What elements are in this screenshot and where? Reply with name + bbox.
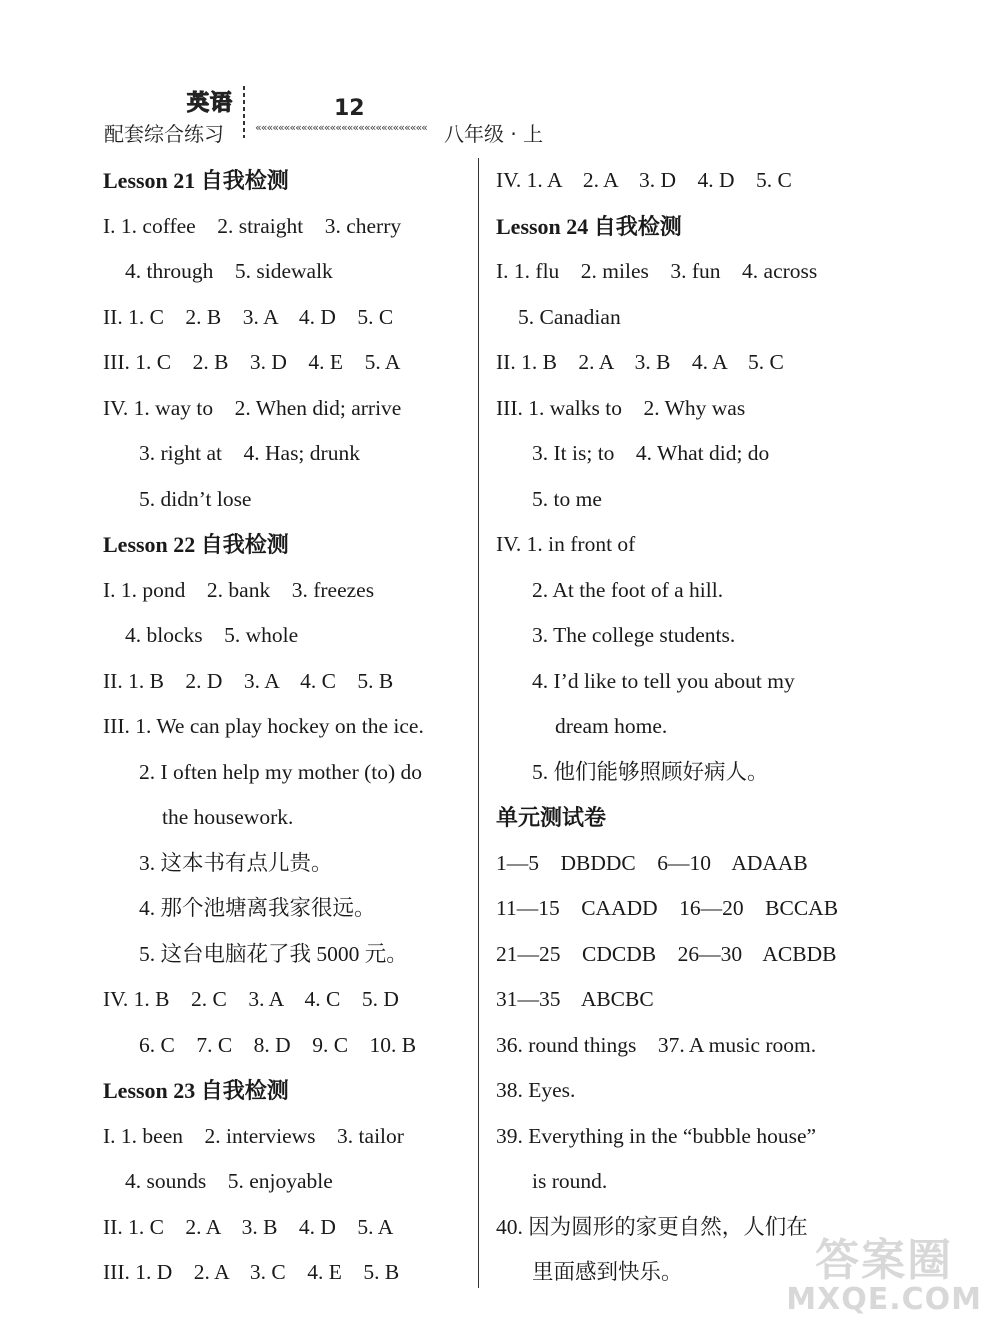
answer-line: 5. didn’t lose	[139, 486, 252, 511]
answer-line: 11—15 CAADD 16—20 BCCAB	[496, 896, 839, 920]
grade-label: 八年级 · 上	[444, 122, 544, 146]
answer-line: II. 1. C 2. B 3. A 4. D 5. C	[103, 304, 394, 329]
watermark-logo	[786, 1224, 982, 1317]
decorative-arrows: ««««««««««««««««««««««««««««««	[255, 121, 427, 134]
answer-line: dream home.	[555, 714, 668, 738]
answer-line: III. 1. We can play hockey on the ice.	[103, 714, 424, 738]
answer-line: 3. It is; to 4. What did; do	[532, 441, 770, 465]
answer-line: I. 1. flu 2. miles 3. fun 4. across	[496, 259, 818, 283]
page-number: 12	[334, 96, 365, 121]
answer-line: III. 1. D 2. A 3. C 4. E 5. B	[103, 1260, 400, 1284]
answer-line: II. 1. B 2. A 3. B 4. A 5. C	[496, 350, 784, 374]
answer-line: IV. 1. A 2. A 3. D 4. D 5. C	[496, 168, 792, 192]
answer-line: 4. 那个池塘离我家很远。	[139, 896, 376, 920]
series-title: 配套综合练习	[104, 122, 224, 146]
section-heading: Lesson 24 自我检测	[496, 213, 682, 239]
answer-line: 里面感到快乐。	[532, 1260, 683, 1284]
answer-line: the housework.	[162, 805, 294, 829]
watermark-text-top: 答案圈	[815, 1235, 954, 1286]
answer-line: 3. The college students.	[532, 623, 736, 647]
answer-line: 3. right at 4. Has; drunk	[139, 441, 360, 465]
right-column	[496, 158, 876, 1296]
answer-line: 4. sounds 5. enjoyable	[125, 1169, 333, 1193]
answer-line: IV. 1. in front of	[496, 532, 636, 556]
answer-line: I. 1. coffee 2. straight 3. cherry	[103, 213, 402, 238]
answer-line: I. 1. been 2. interviews 3. tailor	[103, 1123, 404, 1148]
answer-line: III. 1. C 2. B 3. D 4. E 5. A	[103, 350, 401, 374]
answer-line: 4. I’d like to tell you about my	[532, 668, 795, 693]
answer-line: 4. blocks 5. whole	[125, 623, 299, 647]
answer-line: 36. round things 37. A music room.	[496, 1032, 817, 1057]
answer-line: 39. Everything in the “bubble house”	[496, 1123, 817, 1148]
answer-line: 5. to me	[532, 486, 602, 511]
answer-line: is round.	[532, 1169, 608, 1193]
answer-line: 5. Canadian	[518, 304, 621, 329]
answer-line: 2. I often help my mother (to) do	[139, 759, 423, 784]
answer-line: 6. C 7. C 8. D 9. C 10. B	[139, 1032, 417, 1057]
answer-line: II. 1. B 2. D 3. A 4. C 5. B	[103, 668, 394, 693]
answer-line: 5. 他们能够照顾好病人。	[532, 759, 769, 784]
subject-title: 英语	[187, 91, 234, 116]
watermark-text-bottom: MXQE.COM	[786, 1282, 982, 1317]
answer-line: 1—5 DBDDC 6—10 ADAAB	[496, 850, 808, 875]
answer-line: III. 1. walks to 2. Why was	[496, 395, 746, 420]
answer-line: IV. 1. B 2. C 3. A 4. C 5. D	[103, 987, 399, 1011]
section-heading: Lesson 21 自我检测	[103, 168, 289, 193]
answer-line: 21—25 CDCDB 26—30 ACBDB	[496, 941, 837, 966]
answer-line: I. 1. pond 2. bank 3. freezes	[103, 577, 375, 602]
answer-line: 38. Eyes.	[496, 1078, 576, 1102]
answer-line: IV. 1. way to 2. When did; arrive	[103, 395, 402, 420]
section-heading: Lesson 23 自我检测	[103, 1078, 289, 1103]
answer-line: II. 1. C 2. A 3. B 4. D 5. A	[103, 1214, 394, 1239]
page-header	[0, 0, 1000, 150]
header-divider	[243, 86, 245, 138]
answer-line: 31—35 ABCBC	[496, 987, 654, 1011]
answer-line: 40. 因为圆形的家更自然，人们在	[496, 1214, 808, 1239]
section-heading: 单元测试卷	[496, 805, 607, 830]
answer-line: 4. through 5. sidewalk	[125, 259, 333, 283]
answer-line: 3. 这本书有点儿贵。	[139, 850, 333, 875]
left-column	[103, 158, 473, 1296]
answer-line: 2. At the foot of a hill.	[532, 577, 724, 602]
answer-line: 5. 这台电脑花了我 5000 元。	[139, 941, 408, 966]
column-divider	[478, 158, 479, 1288]
section-heading: Lesson 22 自我检测	[103, 532, 289, 557]
